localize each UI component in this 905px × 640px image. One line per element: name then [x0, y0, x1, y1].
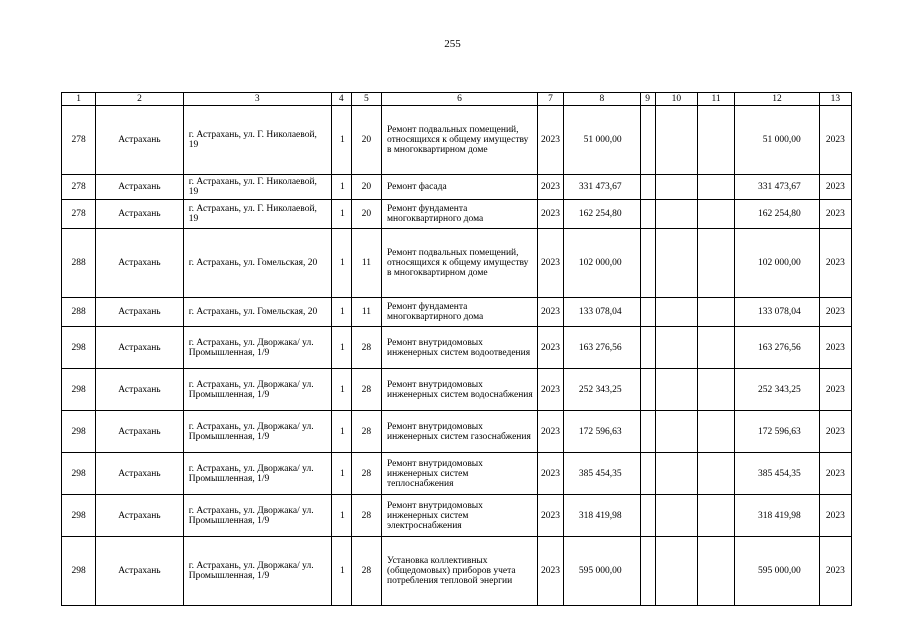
col10-cell [655, 200, 697, 229]
col9-cell [640, 369, 655, 411]
total-cell: 162 254,80 [735, 200, 820, 229]
year-cell: 2023 [537, 411, 563, 453]
row-number: 298 [62, 327, 96, 369]
col11-cell [697, 175, 734, 200]
col4-cell: 1 [331, 369, 351, 411]
column-header: 5 [351, 93, 381, 106]
row-number: 298 [62, 453, 96, 495]
column-header: 11 [697, 93, 734, 106]
cost-cell: 133 078,04 [564, 298, 640, 327]
col5-cell: 20 [351, 200, 381, 229]
work-type-cell: Ремонт подвальных помещений, относящихся к общему имуществу в многоквартирном доме [381, 106, 537, 175]
work-type-cell: Ремонт фундамента многоквартирного дома [381, 298, 537, 327]
col5-cell: 28 [351, 495, 381, 537]
table-row [62, 175, 852, 200]
table-row [62, 200, 852, 229]
total-cell: 385 454,35 [735, 453, 820, 495]
year-cell: 2023 [537, 327, 563, 369]
total-cell: 163 276,56 [735, 327, 820, 369]
cost-cell: 51 000,00 [564, 106, 640, 175]
address-cell: г. Астрахань, ул. Гомельская, 20 [183, 229, 331, 298]
col10-cell [655, 229, 697, 298]
col11-cell [697, 453, 734, 495]
table-row [62, 453, 852, 495]
col10-cell [655, 495, 697, 537]
col5-cell: 11 [351, 229, 381, 298]
col5-cell: 28 [351, 369, 381, 411]
address-cell: г. Астрахань, ул. Дворжака/ ул. Промышленная, 1/9 [183, 327, 331, 369]
work-type-cell: Ремонт подвальных помещений, относящихся к общему имуществу в многоквартирном доме [381, 229, 537, 298]
col5-cell: 28 [351, 537, 381, 606]
end-year-cell: 2023 [819, 106, 851, 175]
col9-cell [640, 106, 655, 175]
table-row [62, 106, 852, 175]
end-year-cell: 2023 [819, 175, 851, 200]
work-type-cell: Ремонт фундамента многоквартирного дома [381, 200, 537, 229]
col4-cell: 1 [331, 229, 351, 298]
header-row [62, 93, 852, 106]
col9-cell [640, 327, 655, 369]
table-body [62, 93, 852, 606]
work-type-cell: Ремонт внутридомовых инженерных систем водоотведения [381, 327, 537, 369]
row-number: 298 [62, 411, 96, 453]
city-cell: Астрахань [96, 106, 184, 175]
col5-cell: 20 [351, 175, 381, 200]
year-cell: 2023 [537, 453, 563, 495]
column-header: 4 [331, 93, 351, 106]
col4-cell: 1 [331, 175, 351, 200]
address-cell: г. Астрахань, ул. Дворжака/ ул. Промышленная, 1/9 [183, 369, 331, 411]
cost-cell: 172 596,63 [564, 411, 640, 453]
year-cell: 2023 [537, 229, 563, 298]
col4-cell: 1 [331, 453, 351, 495]
year-cell: 2023 [537, 537, 563, 606]
col11-cell [697, 369, 734, 411]
col5-cell: 20 [351, 106, 381, 175]
address-cell: г. Астрахань, ул. Г. Николаевой, 19 [183, 106, 331, 175]
column-header: 2 [96, 93, 184, 106]
col11-cell [697, 495, 734, 537]
col10-cell [655, 327, 697, 369]
end-year-cell: 2023 [819, 495, 851, 537]
col10-cell [655, 537, 697, 606]
col11-cell [697, 298, 734, 327]
work-type-cell: Ремонт внутридомовых инженерных систем газоснабжения [381, 411, 537, 453]
column-header: 10 [655, 93, 697, 106]
column-header: 8 [564, 93, 640, 106]
end-year-cell: 2023 [819, 229, 851, 298]
year-cell: 2023 [537, 298, 563, 327]
col11-cell [697, 411, 734, 453]
col4-cell: 1 [331, 411, 351, 453]
row-number: 288 [62, 229, 96, 298]
page-number: 255 [444, 38, 461, 50]
work-type-cell: Ремонт внутридомовых инженерных систем теплоснабжения [381, 453, 537, 495]
city-cell: Астрахань [96, 327, 184, 369]
row-number: 298 [62, 537, 96, 606]
address-cell: г. Астрахань, ул. Дворжака/ ул. Промышленная, 1/9 [183, 453, 331, 495]
row-number: 278 [62, 175, 96, 200]
year-cell: 2023 [537, 200, 563, 229]
col5-cell: 11 [351, 298, 381, 327]
column-header: 12 [735, 93, 820, 106]
work-type-cell: Ремонт внутридомовых инженерных систем электроснабжения [381, 495, 537, 537]
cost-cell: 162 254,80 [564, 200, 640, 229]
total-cell: 133 078,04 [735, 298, 820, 327]
end-year-cell: 2023 [819, 411, 851, 453]
address-cell: г. Астрахань, ул. Г. Николаевой, 19 [183, 175, 331, 200]
address-cell: г. Астрахань, ул. Дворжака/ ул. Промышленная, 1/9 [183, 495, 331, 537]
table-row [62, 369, 852, 411]
col9-cell [640, 537, 655, 606]
table-row [62, 298, 852, 327]
table-row [62, 327, 852, 369]
address-cell: г. Астрахань, ул. Гомельская, 20 [183, 298, 331, 327]
row-number: 278 [62, 106, 96, 175]
cost-cell: 385 454,35 [564, 453, 640, 495]
total-cell: 172 596,63 [735, 411, 820, 453]
column-header: 13 [819, 93, 851, 106]
col9-cell [640, 200, 655, 229]
city-cell: Астрахань [96, 200, 184, 229]
col9-cell [640, 298, 655, 327]
cost-cell: 318 419,98 [564, 495, 640, 537]
col10-cell [655, 106, 697, 175]
col11-cell [697, 537, 734, 606]
work-type-cell: Установка коллективных (общедомовых) приборов учета потребления тепловой энергии [381, 537, 537, 606]
city-cell: Астрахань [96, 495, 184, 537]
year-cell: 2023 [537, 369, 563, 411]
col9-cell [640, 229, 655, 298]
col10-cell [655, 411, 697, 453]
column-header: 6 [381, 93, 537, 106]
total-cell: 252 343,25 [735, 369, 820, 411]
end-year-cell: 2023 [819, 453, 851, 495]
col4-cell: 1 [331, 200, 351, 229]
col9-cell [640, 453, 655, 495]
total-cell: 318 419,98 [735, 495, 820, 537]
total-cell: 331 473,67 [735, 175, 820, 200]
table-row [62, 537, 852, 606]
cost-cell: 163 276,56 [564, 327, 640, 369]
col11-cell [697, 200, 734, 229]
col10-cell [655, 453, 697, 495]
col4-cell: 1 [331, 298, 351, 327]
end-year-cell: 2023 [819, 537, 851, 606]
col11-cell [697, 106, 734, 175]
col9-cell [640, 411, 655, 453]
city-cell: Астрахань [96, 453, 184, 495]
column-header: 9 [640, 93, 655, 106]
address-cell: г. Астрахань, ул. Дворжака/ ул. Промышленная, 1/9 [183, 537, 331, 606]
col11-cell [697, 327, 734, 369]
work-type-cell: Ремонт внутридомовых инженерных систем водоснабжения [381, 369, 537, 411]
cost-cell: 252 343,25 [564, 369, 640, 411]
col4-cell: 1 [331, 327, 351, 369]
col4-cell: 1 [331, 495, 351, 537]
year-cell: 2023 [537, 495, 563, 537]
col9-cell [640, 175, 655, 200]
repair-registry-table [61, 92, 852, 606]
row-number: 288 [62, 298, 96, 327]
address-cell: г. Астрахань, ул. Дворжака/ ул. Промышленная, 1/9 [183, 411, 331, 453]
col10-cell [655, 298, 697, 327]
table-row [62, 495, 852, 537]
address-cell: г. Астрахань, ул. Г. Николаевой, 19 [183, 200, 331, 229]
column-header: 1 [62, 93, 96, 106]
city-cell: Астрахань [96, 537, 184, 606]
cost-cell: 102 000,00 [564, 229, 640, 298]
col5-cell: 28 [351, 411, 381, 453]
work-type-cell: Ремонт фасада [381, 175, 537, 200]
total-cell: 51 000,00 [735, 106, 820, 175]
table-row [62, 411, 852, 453]
total-cell: 102 000,00 [735, 229, 820, 298]
end-year-cell: 2023 [819, 369, 851, 411]
row-number: 298 [62, 369, 96, 411]
column-header: 3 [183, 93, 331, 106]
year-cell: 2023 [537, 106, 563, 175]
city-cell: Астрахань [96, 369, 184, 411]
row-number: 298 [62, 495, 96, 537]
end-year-cell: 2023 [819, 200, 851, 229]
col4-cell: 1 [331, 537, 351, 606]
cost-cell: 331 473,67 [564, 175, 640, 200]
city-cell: Астрахань [96, 411, 184, 453]
end-year-cell: 2023 [819, 327, 851, 369]
col10-cell [655, 175, 697, 200]
row-number: 278 [62, 200, 96, 229]
col5-cell: 28 [351, 453, 381, 495]
end-year-cell: 2023 [819, 298, 851, 327]
table-row [62, 229, 852, 298]
total-cell: 595 000,00 [735, 537, 820, 606]
col4-cell: 1 [331, 106, 351, 175]
col9-cell [640, 495, 655, 537]
col10-cell [655, 369, 697, 411]
cost-cell: 595 000,00 [564, 537, 640, 606]
year-cell: 2023 [537, 175, 563, 200]
city-cell: Астрахань [96, 298, 184, 327]
city-cell: Астрахань [96, 175, 184, 200]
col5-cell: 28 [351, 327, 381, 369]
col11-cell [697, 229, 734, 298]
city-cell: Астрахань [96, 229, 184, 298]
column-header: 7 [537, 93, 563, 106]
